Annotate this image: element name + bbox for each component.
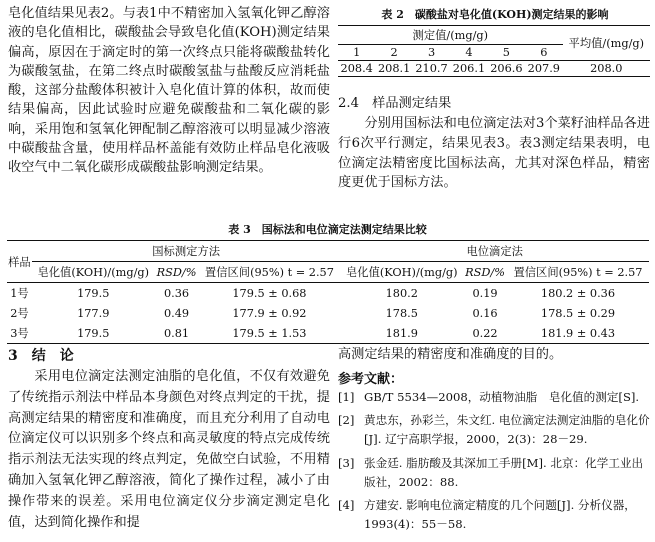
table3-pot-ci: 180.2 ± 0.36 (540, 286, 616, 300)
table3-pot-rsd: 0.16 (472, 306, 498, 320)
table3-gb-ci: 179.5 ± 1.53 (232, 326, 307, 340)
table3-col-ci: 置信区间(95%) t = 2.57 (513, 266, 643, 279)
table2-caption: 表 2 碳酸盐对皂化值(KOH)测定结果的影响 (381, 8, 609, 21)
table3-pot-value: 181.9 (385, 326, 418, 340)
table3-col-ci: 置信区间(95%) t = 2.57 (204, 266, 334, 279)
table2-value: 208.1 (377, 62, 411, 75)
section-2-4-paragraph: 分别用国标法和电位滴定法对3个菜籽油样品各进行6次平行测定，结果见表3。表3测定结果表明，电位滴定法精密度比国标法高，尤其对深色样品，精密度更优于国标方法。 (338, 116, 650, 191)
reference-text: 黄忠东，孙彩兰，朱文红. 电位滴定法测定油脂的皂化价[J]. 辽宁高职学报，2000，2(3)：28－29. (364, 413, 650, 447)
table3-sample: 3号 (10, 327, 29, 340)
table2-average: 208.0 (590, 62, 623, 75)
section-3-heading: 3 结 论 (8, 348, 74, 364)
table-row (7, 303, 649, 323)
table3-pot-value: 178.5 (385, 306, 418, 320)
references-list (338, 388, 650, 538)
paragraph-carbonate-effect: 皂化值结果见表2。与表1中不精密加入氢氧化钾乙醇溶液的皂化值相比，碳酸盐会导致皂化值(KOH)测定结果偏高，原因在于滴定时的第一次终点只能将碳酸盐转化为碳酸氢盐，在第二终点时碳酸氢盐与盐酸反应消耗盐酸，这部分盐酸体积被计入皂化值计算的体积，故而使结果偏高，因此试验时应避免碳酸盐和二氧化碳的影响，采用饱和氢氧化钾配制乙醇溶液可以明显减少溶液中碳酸盐含量，使用样品杯盖能有效防止样品皂化液吸收空气中二氧化碳形成碳酸盐影响测定结果。 (8, 6, 330, 176)
table3-pot-rsd: 0.19 (472, 286, 498, 300)
table2-header-average: 平均值/(mg/g) (563, 26, 650, 61)
table2-value: 208.4 (340, 62, 373, 75)
list-item (338, 411, 650, 449)
table2-value: 207.9 (527, 62, 560, 75)
table3-pot-ci: 181.9 ± 0.43 (540, 326, 616, 340)
table2-run: 2 (390, 46, 398, 59)
table3-group-gb: 国标测定方法 (32, 241, 341, 262)
table2-run: 6 (540, 46, 548, 59)
table3-gb-ci: 177.9 ± 0.92 (232, 306, 307, 320)
table3-group-potentiometric: 电位滴定法 (340, 241, 649, 262)
table2-run: 4 (465, 46, 473, 59)
table2-run: 3 (427, 46, 436, 59)
reference-number: [2] (338, 413, 355, 428)
reference-number: [1] (338, 390, 355, 404)
table3-pot-value: 180.2 (385, 286, 418, 300)
reference-number: [3] (338, 455, 355, 470)
references-title: 参考文献： (338, 372, 404, 387)
table3-sample: 2号 (10, 307, 29, 320)
table3-col-rsd: RSD/% (465, 265, 505, 279)
reference-text: GB/T 5534—2008，动植物油脂 皂化值的测定[S]. (364, 390, 640, 404)
section-3-continuation: 高测定结果的精密度和准确度的目的。 (338, 347, 563, 362)
table2 (338, 25, 650, 77)
table3-pot-rsd: 0.22 (472, 326, 498, 340)
table3-gb-value: 177.9 (77, 306, 110, 320)
reference-text: 张金廷. 脂肪酸及其深加工手册[M]. 北京：化学工业出版社，2002：88. (364, 455, 644, 489)
table2-value: 206.6 (490, 62, 523, 75)
table2-values-row (338, 61, 650, 77)
table2-header-measured: 测定值/(mg/g) (338, 26, 563, 45)
table3-col-rsd: RSD/% (156, 265, 197, 279)
reference-number: [4] (338, 498, 355, 513)
table2-value: 210.7 (415, 62, 448, 75)
list-item (338, 454, 650, 492)
table3-gb-rsd: 0.81 (163, 326, 190, 340)
table3-sample: 1号 (10, 287, 29, 300)
table2-value: 206.1 (452, 62, 486, 75)
table3-sample-header: 样品 (7, 241, 32, 283)
table3-gb-rsd: 0.36 (163, 286, 190, 300)
left-column-text (8, 4, 330, 178)
table3-gb-value: 179.5 (77, 286, 110, 300)
reference-text: 方建安. 影响电位滴定精度的几个问题[J]. 分析仪器，1993(4)：55－58. (364, 498, 636, 532)
section-3-paragraph: 采用电位滴定法测定油脂的皂化值，不仅有效避免了传统指示剂法中样品本身颜色对终点判定的干扰，提高测定结果的精密度和准确度，而且充分利用了自动电位滴定仪可以识别多个终点和高灵敏度的特点完成传统指示剂法无法实现的终点判定，免做空白试验，不用精确加入氢氧化钾乙醇溶液，简化了操作过程，减小了由操作带来的误差。采用电位滴定仪分步滴定测定皂化值，达到简化操作和提 (8, 369, 330, 530)
table3-gb-ci: 179.5 ± 0.68 (232, 286, 307, 300)
table3-gb-rsd: 0.49 (163, 306, 190, 320)
table3-pot-ci: 178.5 ± 0.29 (540, 306, 616, 320)
table-row (7, 323, 649, 344)
table3-caption: 表 3 国标法和电位滴定法测定结果比较 (228, 223, 427, 236)
list-item (338, 388, 650, 407)
table-row (7, 283, 649, 304)
section-2-4-heading: 2.4 样品测定结果 (338, 96, 452, 111)
table2-run: 5 (502, 46, 510, 59)
list-item (338, 496, 650, 534)
table3-col-saponification: 皂化值(KOH)/(mg/g) (37, 266, 150, 279)
table3-gb-value: 179.5 (77, 326, 110, 340)
table3 (7, 240, 649, 344)
table3-col-saponification: 皂化值(KOH)/(mg/g) (345, 266, 458, 279)
table2-run: 1 (353, 46, 361, 59)
